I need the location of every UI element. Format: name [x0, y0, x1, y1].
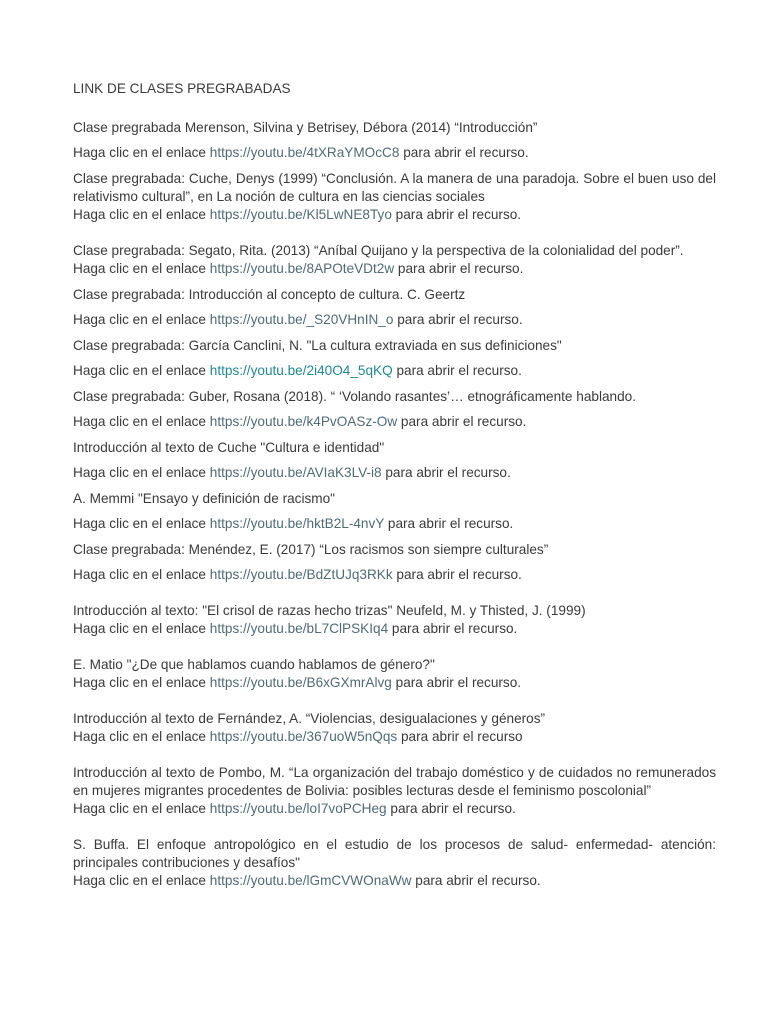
link-suffix: para abrir el recurso. — [381, 465, 511, 480]
resource-entry — [73, 541, 716, 584]
link-prefix: Haga clic en el enlace — [73, 363, 210, 378]
resource-description: S. Buffa. El enfoque antropológico en el estudio de los procesos de salud- enfermedad- atención: principales contribuciones y desafíos" — [73, 837, 716, 870]
link-suffix: para abrir el recurso. — [388, 621, 518, 636]
resource-link-line — [73, 311, 716, 329]
resource-description: Clase pregrabada: Introducción al concepto de cultura. C. Geertz — [73, 287, 466, 302]
link-suffix: para abrir el recurso. — [391, 207, 522, 222]
resource-link[interactable]: https://youtu.be/4tXRaYMOcC8 — [209, 145, 400, 160]
link-suffix: para abrir el recurso. — [392, 567, 522, 582]
resource-link[interactable]: https://youtu.be/BdZtUJq3RKk — [209, 567, 393, 582]
resource-link[interactable]: https://youtu.be/_S20VHnIN_o — [209, 312, 394, 327]
resource-entry — [73, 836, 716, 890]
resource-description: Clase pregrabada: Menéndez, E. (2017) “Los racismos son siempre culturales” — [73, 542, 549, 557]
resource-link[interactable]: https://youtu.be/bL7ClPSKIq4 — [209, 621, 389, 636]
link-prefix: Haga clic en el enlace — [73, 207, 210, 222]
link-prefix: Haga clic en el enlace — [73, 261, 210, 276]
resource-link[interactable]: https://youtu.be/k4PvOASz-Ow — [209, 414, 398, 429]
resource-link[interactable]: https://youtu.be/8APOteVDt2w — [209, 261, 395, 276]
resource-description: Introducción al texto de Pombo, M. “La organización del trabajo doméstico y de cuidados no remunerados en mujeres migrantes procedentes de Bolivia: posibles lecturas desde el feminismo poscolonial” — [73, 765, 716, 798]
link-prefix: Haga clic en el enlace — [73, 414, 210, 429]
resource-description: E. Matio "¿De que hablamos cuando hablamos de género?" — [73, 657, 435, 672]
link-suffix: para abrir el recurso. — [393, 312, 523, 327]
link-prefix: Haga clic en el enlace — [73, 465, 210, 480]
link-prefix: Haga clic en el enlace — [73, 567, 210, 582]
resource-entry — [73, 490, 716, 533]
resource-entry — [73, 337, 716, 380]
resource-description: Introducción al texto de Cuche "Cultura e identidad" — [73, 440, 385, 455]
resource-link[interactable]: https://youtu.be/loI7voPCHeg — [209, 801, 387, 816]
resource-link-line — [73, 800, 716, 818]
link-suffix: para abrir el recurso — [397, 729, 523, 744]
resource-description: Introducción al texto: "El crisol de razas hecho trizas" Neufeld, M. y Thisted, J. (1999) — [73, 603, 586, 618]
link-suffix: para abrir el recurso. — [386, 801, 516, 816]
resource-entry — [73, 388, 716, 431]
resource-link[interactable]: https://youtu.be/2i40O4_5qKQ — [209, 363, 393, 378]
link-suffix: para abrir el recurso. — [411, 873, 541, 888]
resource-link-line — [73, 566, 716, 584]
resource-link[interactable]: https://youtu.be/hktB2L-4nvY — [209, 516, 385, 531]
resource-link-line — [73, 872, 716, 890]
resource-description: Clase pregrabada: Segato, Rita. (2013) “Aníbal Quijano y la perspectiva de la colonialidad del poder”. — [73, 243, 684, 258]
resource-entry — [73, 286, 716, 329]
link-suffix: para abrir el recurso. — [391, 675, 522, 690]
link-prefix: Haga clic en el enlace — [73, 145, 210, 160]
link-prefix: Haga clic en el enlace — [73, 312, 210, 327]
resource-entry — [73, 656, 716, 692]
resource-link[interactable]: https://youtu.be/B6xGXmrAlvg — [209, 675, 392, 690]
resource-description: A. Memmi "Ensayo y definición de racismo" — [73, 491, 335, 506]
link-prefix: Haga clic en el enlace — [73, 516, 210, 531]
link-prefix: Haga clic en el enlace — [73, 621, 210, 636]
resource-link-line — [73, 728, 716, 746]
resource-entry — [73, 242, 716, 278]
link-prefix: Haga clic en el enlace — [73, 675, 210, 690]
resource-entry — [73, 602, 716, 638]
resource-description: Clase pregrabada Merenson, Silvina y Betrisey, Débora (2014) “Introducción” — [73, 120, 538, 135]
resource-entry — [73, 170, 716, 224]
link-suffix: para abrir el recurso. — [384, 516, 514, 531]
link-prefix: Haga clic en el enlace — [73, 873, 210, 888]
resource-entry — [73, 710, 716, 746]
link-prefix: Haga clic en el enlace — [73, 729, 210, 744]
resource-link-line — [73, 620, 716, 638]
resource-link[interactable]: https://youtu.be/lGmCVWOnaWw — [209, 873, 412, 888]
document-body — [73, 80, 716, 890]
resource-description: Introducción al texto de Fernández, A. “Violencias, desigualaciones y géneros” — [73, 711, 546, 726]
resource-link[interactable]: https://youtu.be/Kl5LwNE8Tyo — [209, 207, 392, 222]
link-suffix: para abrir el recurso. — [392, 363, 522, 378]
resource-entry — [73, 439, 716, 482]
resource-link-line — [73, 206, 716, 224]
resource-description: Clase pregrabada: Guber, Rosana (2018). “ ‘Volando rasantes’… etnográficamente hablando. — [73, 389, 636, 404]
link-suffix: para abrir el recurso. — [394, 261, 524, 276]
resource-link-line — [73, 515, 716, 533]
resource-description: Clase pregrabada: García Canclini, N. "La cultura extraviada en sus definiciones" — [73, 338, 562, 353]
link-prefix: Haga clic en el enlace — [73, 801, 210, 816]
resource-entry — [73, 119, 716, 162]
resource-link[interactable]: https://youtu.be/367uoW5nQqs — [209, 729, 398, 744]
resource-link-line — [73, 144, 716, 162]
resource-link[interactable]: https://youtu.be/AVIaK3LV-i8 — [209, 465, 382, 480]
resource-link-line — [73, 464, 716, 482]
link-suffix: para abrir el recurso. — [399, 145, 529, 160]
resource-description: Clase pregrabada: Cuche, Denys (1999) “Conclusión. A la manera de una paradoja. Sobre el buen uso del relativismo cultural”, en La noción de cultura en las ciencias sociales — [73, 171, 716, 204]
resource-link-line — [73, 362, 716, 380]
resource-entry — [73, 764, 716, 818]
resource-link-line — [73, 674, 716, 692]
link-suffix: para abrir el recurso. — [397, 414, 527, 429]
resource-link-line — [73, 413, 716, 431]
document-title: LINK DE CLASES PREGRABADAS — [73, 81, 291, 96]
resource-link-line — [73, 260, 716, 278]
